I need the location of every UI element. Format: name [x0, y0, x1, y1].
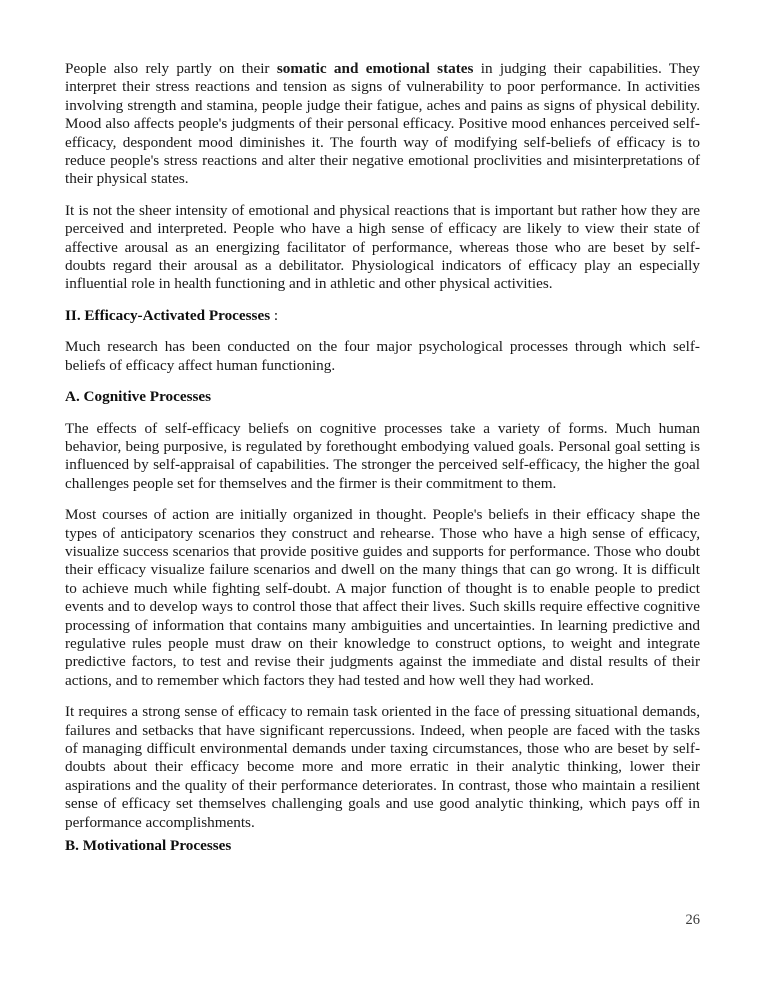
- paragraph-effects-of-self-efficacy-beliefs: [65, 420, 700, 494]
- paragraph-strong-sense-of-efficacy: [65, 703, 700, 832]
- body-text: Much research has been conducted on the four major psychological processes through which self-beliefs of efficacy affect human functioning.: [65, 338, 700, 374]
- paragraph-somatic-emotional-states: [65, 60, 700, 189]
- body-text: The effects of self-efficacy beliefs on cognitive processes take a variety of forms. Much human behavior, being purposive, is regulated by forethought embodying valued goals. Personal goal setting is influenced by self-appraisal of capabilities. The stronger the perceived self-efficacy, the higher the goal challenges people set for themselves and the firmer is their commitment to them.: [65, 419, 700, 492]
- page-number: 26: [685, 912, 700, 928]
- heading-trailing-punctuation: :: [270, 306, 279, 324]
- paragraph-much-research: [65, 338, 700, 375]
- heading-label: II. Efficacy-Activated Processes: [65, 306, 271, 324]
- heading-label: B. Motivational Processes: [65, 837, 232, 855]
- body-text: It requires a strong sense of efficacy to remain task oriented in the face of pressing situational demands, failures and setbacks that have significant repercussions. Indeed, when people are faced with the tasks of managing difficult environmental demands under taxing circumstances, those who are beset by self-doubts about their efficacy become more and more erratic in their analytic thinking, lower their aspirations and the quality of their performance deteriorates. In contrast, those who maintain a resilient sense of efficacy set themselves challenging goals and use good analytic thinking, which pays off in performance accomplishments.: [65, 703, 700, 831]
- paragraph-courses-of-action: [65, 506, 700, 690]
- heading-label: A. Cognitive Processes: [65, 388, 212, 406]
- heading-efficacy-activated-processes: [65, 307, 700, 325]
- body-text: in judging their capabilities. They interpret their stress reactions and tension as signs of vulnerability to poor performance. In activities involving strength and stamina, people judge their fatigue, aches and pains as signs of physical debility. Mood also affects people's judgments of their personal efficacy. Positive mood enhances perceived self-efficacy, despondent mood diminishes it. The fourth way of modifying self-beliefs of efficacy is to reduce people's stress reactions and alter their negative emotional proclivities and misinterpretations of their physical states.: [65, 60, 700, 188]
- body-text: People also rely partly on their: [65, 60, 277, 77]
- heading-cognitive-processes: [65, 388, 700, 406]
- paragraph-intensity-of-reactions: [65, 202, 700, 294]
- body-text: Most courses of action are initially organized in thought. People's beliefs in their efficacy shape the types of anticipatory scenarios they construct and rehearse. Those who have a high sense of efficacy, visualize success scenarios that provide positive guides and supports for performance. Those who doubt their efficacy visualize failure scenarios and dwell on the many things that can go wrong. It is difficult to achieve much while fighting self-doubt. A major function of thought is to enable people to predict events and to develop ways to control those that affect their lives. Such skills require effective cognitive processing of information that contains many ambiguities and uncertainties. In learning predictive and regulative rules people must draw on their knowledge to construct options, to weight and integrate predictive factors, to test and revise their judgments against the immediate and distal results of their actions, and to remember which factors they had tested and how well they had worked.: [65, 506, 700, 689]
- heading-motivational-processes: [65, 837, 700, 855]
- page-body-text: [65, 60, 700, 868]
- emphasized-text: somatic and emotional states: [276, 60, 474, 77]
- body-text: It is not the sheer intensity of emotional and physical reactions that is important but rather how they are perceived and interpreted. People who have a high sense of efficacy are likely to view their state of affective arousal as an energizing facilitator of performance, whereas those who are beset by self- doubts regard their arousal as a debilitator. Physiological indicators of efficacy play an especially influential role in health functioning and in athletic and other physical activities.: [65, 201, 700, 293]
